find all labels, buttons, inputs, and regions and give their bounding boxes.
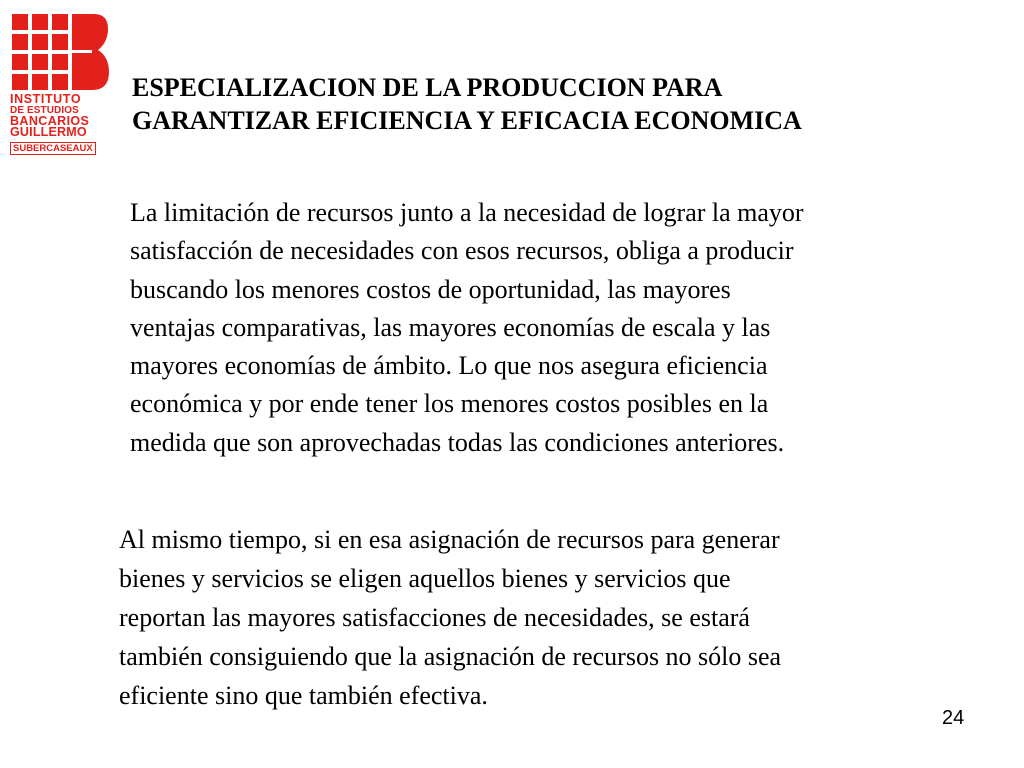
paragraph-2-line: reportan las mayores satisfacciones de necesidades, se estará [119, 603, 750, 632]
institute-logo [10, 12, 128, 162]
paragraph-1 [130, 194, 1010, 462]
paragraph-2 [119, 520, 999, 715]
logo-line-4: GUILLERMO [10, 125, 87, 139]
logo-line-1: INSTITUTO [10, 92, 82, 106]
paragraph-2-line: Al mismo tiempo, si en esa asignación de recursos para generar [119, 525, 780, 554]
slide-title [132, 71, 1012, 137]
slide-title-line-1: ESPECIALIZACION DE LA PRODUCCION PARA [132, 73, 723, 102]
paragraph-1-line: buscando los menores costos de oportunidad, las mayores [130, 274, 731, 304]
paragraph-2-line: eficiente sino que también efectiva. [119, 681, 488, 710]
paragraph-1-line: mayores economías de ámbito. Lo que nos asegura eficiencia [130, 351, 768, 381]
ieb-logo-mark-icon [10, 12, 110, 92]
paragraph-1-line: económica y por ende tener los menores costos posibles en la [130, 389, 769, 419]
paragraph-1-line: medida que son aprovechadas todas las condiciones anteriores. [130, 427, 785, 457]
paragraph-1-line: La limitación de recursos junto a la necesidad de lograr la mayor [130, 198, 804, 227]
paragraph-2-line: bienes y servicios se eligen aquellos bienes y servicios que [119, 564, 731, 593]
slide-title-line-2: GARANTIZAR EFICIENCIA Y EFICACIA ECONOMICA [132, 106, 802, 135]
paragraph-1-line: satisfacción de necesidades con esos recursos, obliga a producir [130, 236, 794, 266]
page-number: 24 [942, 707, 965, 729]
paragraph-2-line: también consiguiendo que la asignación de recursos no sólo sea [119, 642, 782, 671]
logo-line-3: BANCARIOS [10, 114, 90, 128]
logo-line-2: DE ESTUDIOS [10, 105, 79, 116]
logo-line-5: SUBERCASEAUX [10, 142, 96, 155]
logo-wordmark [10, 94, 128, 156]
paragraph-1-line: ventajas comparativas, las mayores economías de escala y las [130, 312, 771, 342]
